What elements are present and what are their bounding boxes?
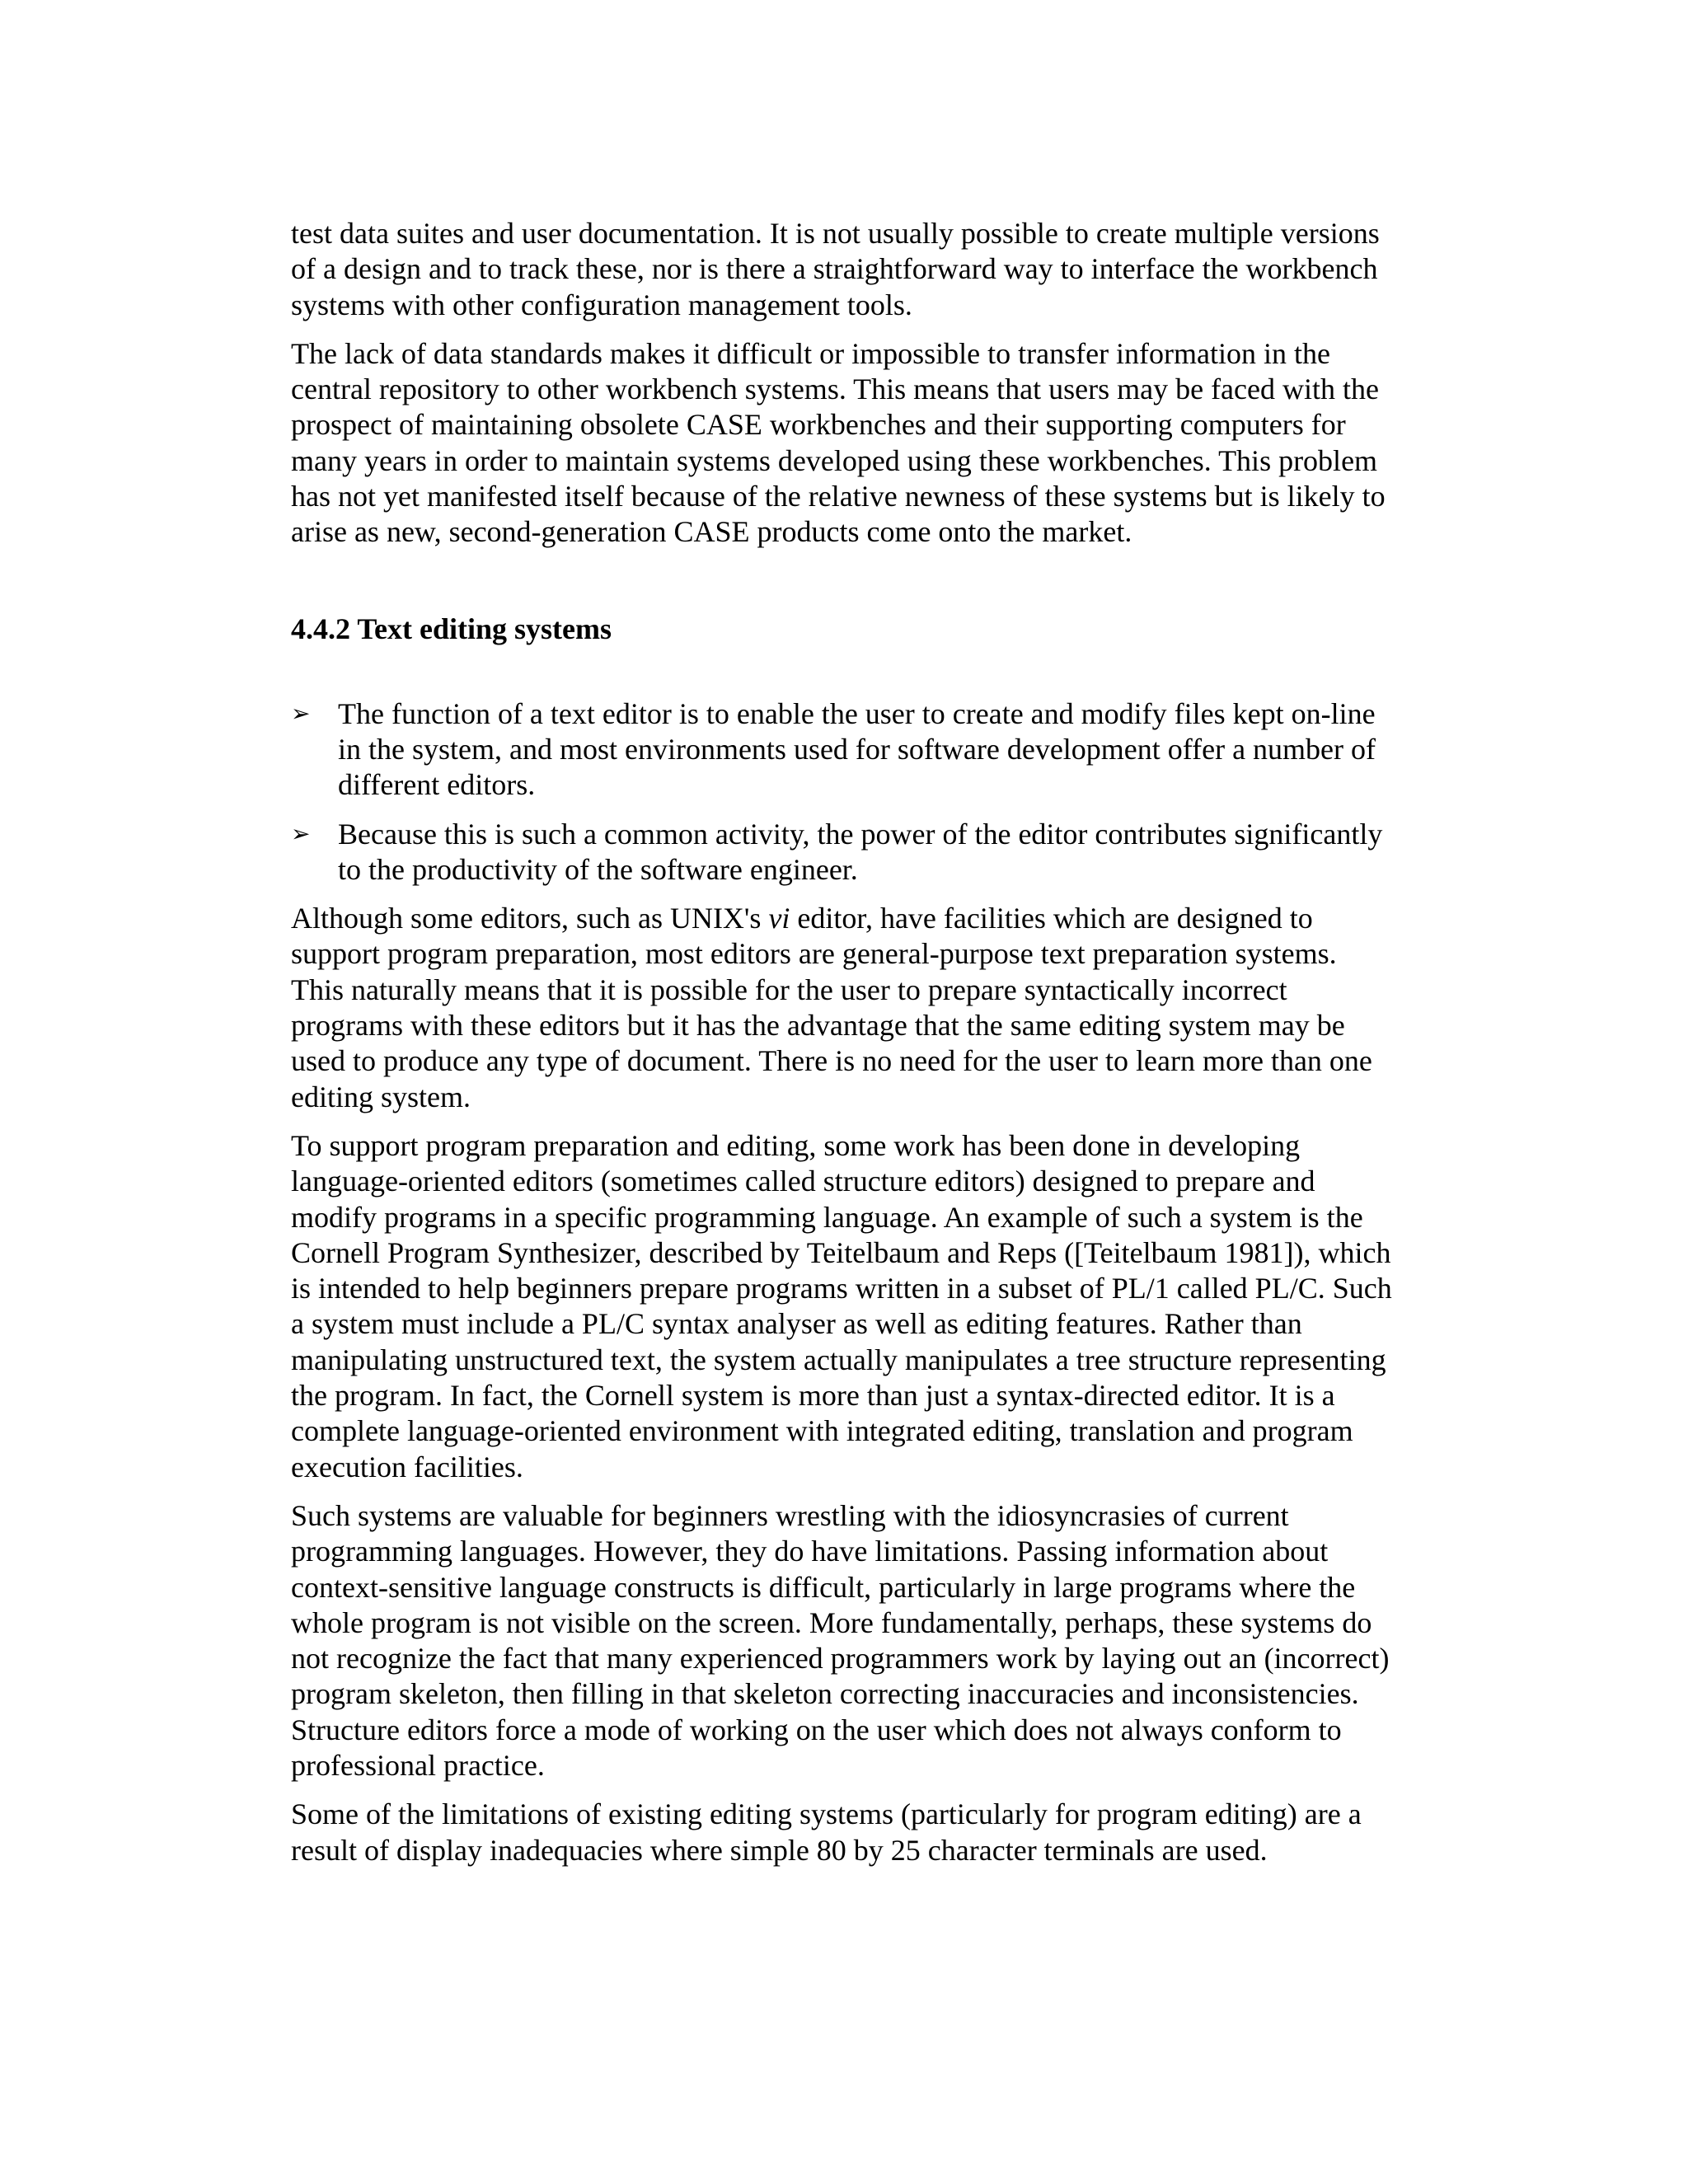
vi-editor-name: vi [768,902,790,935]
paragraph-limitations: Such systems are valuable for beginners wrestling with the idiosyncrasies of current programming languages. However, they do have limitations. Passing information about context-sensitive language constructs is difficult, particularly in large programs where the whole program is not visible on the screen. More fundamentally, perhaps, these systems do not recognize the fact that many experienced programmers work by laying out an (incorrect) program skeleton, then filling in that skeleton correcting inaccuracies and inconsistencies. Structure editors force a mode of working on the user which does not always conform to professional practice. [291,1498,1390,1782]
bullet-text: Because this is such a common activity, the power of the editor contributes significantly to the productivity of the software engineer. [338,817,1383,886]
paragraph-structure-editors: To support program preparation and editing, some work has been done in developing language-oriented editors (sometimes called structure editors) designed to prepare and modify programs in a specific programming language. An example of such a system is the Cornell Program Synthesizer, described by Teitelbaum and Reps ([Teitelbaum 1981]), which is intended to help beginners prepare programs written in a subset of PL/1 called PL/C. Such a system must include a PL/C syntax analyser as well as editing features. Rather than manipulating unstructured text, the system actually manipulates a tree structure representing the program. In fact, the Cornell system is more than just a syntax-directed editor. It is a complete language-oriented environment with integrated editing, translation and program execution facilities. [291,1128,1392,1483]
paragraph-general-editors [291,901,1395,1115]
arrow-bullet-icon: ➢ [291,821,311,847]
bullet-text: The function of a text editor is to enable the user to create and modify files kept on-line in the system, and most environments used for software development offer a number of different editors. [338,696,1376,802]
editor-text-after: editor, have facilities which are designed to support program preparation, most editors are general-purpose text preparation systems. This naturally means that it is possible for the user to prepare syntactically incorrect programs with these editors but it has the advantage that the same editing system may be used to produce any type of document. There is no need for the user to learn more than one editing system. [291,902,1372,1113]
bullet-item [291,696,1395,804]
bullet-list [291,696,1395,888]
section-heading: 4.4.2 Text editing systems [291,612,612,645]
paragraph-workbench-versions: test data suites and user documentation. It is not usually possible to create multiple versions of a design and to track these, nor is there a straightforward way to interface the workbench systems with other configuration management tools. [291,217,1380,321]
paragraph-display-inadequacies: Some of the limitations of existing editing systems (particularly for program editing) are a result of display inadequacies where simple 80 by 25 character terminals are used. [291,1797,1362,1867]
bullet-item [291,817,1395,888]
paragraph-data-standards: The lack of data standards makes it difficult or impossible to transfer information in the central repository to other workbench systems. This means that users may be faced with the prospect of maintaining obsolete CASE workbenches and their supporting computers for many years in order to maintain systems developed using these workbenches. This problem has not yet manifested itself because of the relative newness of these systems but is likely to arise as new, second-generation CASE products come onto the market. [291,336,1386,549]
document-page [291,216,1395,1882]
arrow-bullet-icon: ➢ [291,701,311,727]
editor-text-before: Although some editors, such as UNIX's [291,902,769,935]
